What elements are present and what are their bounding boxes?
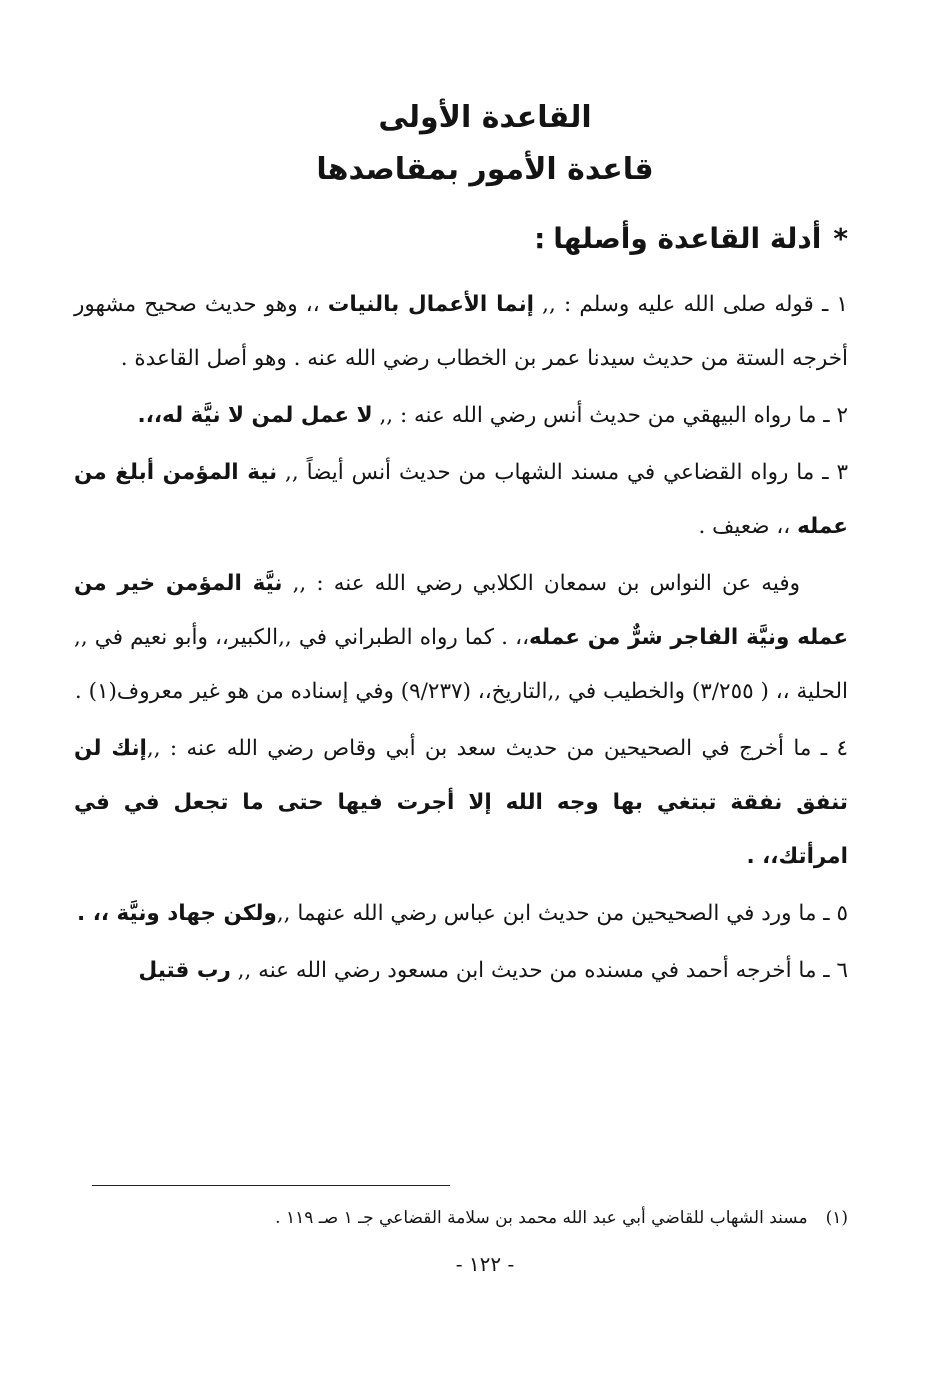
- paragraph-2-quote: لا عمل لمن لا نيَّة له،،.: [137, 403, 373, 428]
- footnote-text: مسند الشهاب للقاضي أبي عبد الله محمد بن سلامة القضاعي جـ ١ صـ ١١٩ .: [275, 1208, 808, 1228]
- paragraph-4-quote: نيَّة المؤمن خير من عمله ونيَّة الفاجر شرٌّ من عمله: [74, 571, 849, 650]
- paragraph-5: [74, 722, 848, 884]
- paragraph-3: [74, 446, 848, 554]
- paragraph-2-text: ٢ ـ ما رواه البيهقي من حديث أنس رضي الله عنه : ,,: [372, 403, 848, 428]
- section-heading: [534, 222, 848, 255]
- paragraph-7-text: ٦ ـ ما أخرجه أحمد في مسنده من حديث ابن مسعود رضي الله عنه ,,: [230, 958, 848, 983]
- paragraph-6: [74, 887, 848, 941]
- paragraph-2: [74, 389, 848, 443]
- paragraph-1-quote: إنما الأعمال بالنيات: [327, 292, 535, 317]
- section-heading-text: أدلة القاعدة وأصلها: [553, 222, 822, 255]
- paragraph-1-text-b: ،، وهو حديث صحيح مشهور أخرجه الستة من حديث سيدنا عمر بن الخطاب رضي الله عنه . وهو أصل القاعدة .: [74, 292, 848, 371]
- paragraph-1-text-a: ١ ـ قوله صلى الله عليه وسلم : ,,: [534, 292, 848, 317]
- paragraph-7: [74, 944, 848, 998]
- paragraph-1: [74, 278, 848, 386]
- section-heading-colon: :: [534, 222, 546, 255]
- paragraph-5-text: ٤ ـ ما أخرج في الصحيحين من حديث سعد بن أبي وقاص رضي الله عنه : ,,: [146, 736, 848, 761]
- paragraph-4-text-a: وفيه عن النواس بن سمعان الكلابي رضي الله عنه : ,,: [282, 571, 800, 596]
- chapter-subtitle: قاعدة الأمور بمقاصدها: [316, 152, 654, 187]
- paragraph-6-text: ٥ ـ ما ورد في الصحيحين من حديث ابن عباس رضي الله عنهما ,,: [276, 901, 848, 926]
- paragraph-4-text-b: ،، . كما رواه الطبراني في ,,الكبير،، وأبو نعيم في ,, الحلية ،، ( ٣/٢٥٥) والخطيب في ,,التاريخ،، (٩/٢٣٧) وفي إسناده من هو غير معروف(١) .: [74, 625, 848, 704]
- paragraph-6-quote: ولكن جهاد ونيَّة ،، .: [77, 901, 277, 926]
- paragraph-3-text-b: ،، ضعيف .: [698, 514, 798, 539]
- footnote: [74, 1208, 848, 1228]
- paragraph-5-quote: إنك لن تنفق نفقة تبتغي بها وجه الله إلا أجرت فيها حتى ما تجعل في في امرأتك،، .: [74, 736, 848, 869]
- chapter-title: القاعدة الأولى: [378, 100, 592, 135]
- paragraph-3-quote: نية المؤمن أبلغ من عمله: [74, 460, 848, 539]
- paragraph-7-quote: رب قتيل: [138, 958, 231, 983]
- footnote-divider: [92, 1185, 450, 1186]
- asterisk-icon: *: [833, 222, 848, 255]
- footnote-number: (١): [825, 1208, 848, 1228]
- paragraph-4: [74, 557, 848, 719]
- paragraph-3-text-a: ٣ ـ ما رواه القضاعي في مسند الشهاب من حديث أنس أيضاً ,,: [277, 460, 849, 485]
- body-text: [74, 278, 848, 1001]
- page-number: - ١٢٢ -: [455, 1252, 515, 1276]
